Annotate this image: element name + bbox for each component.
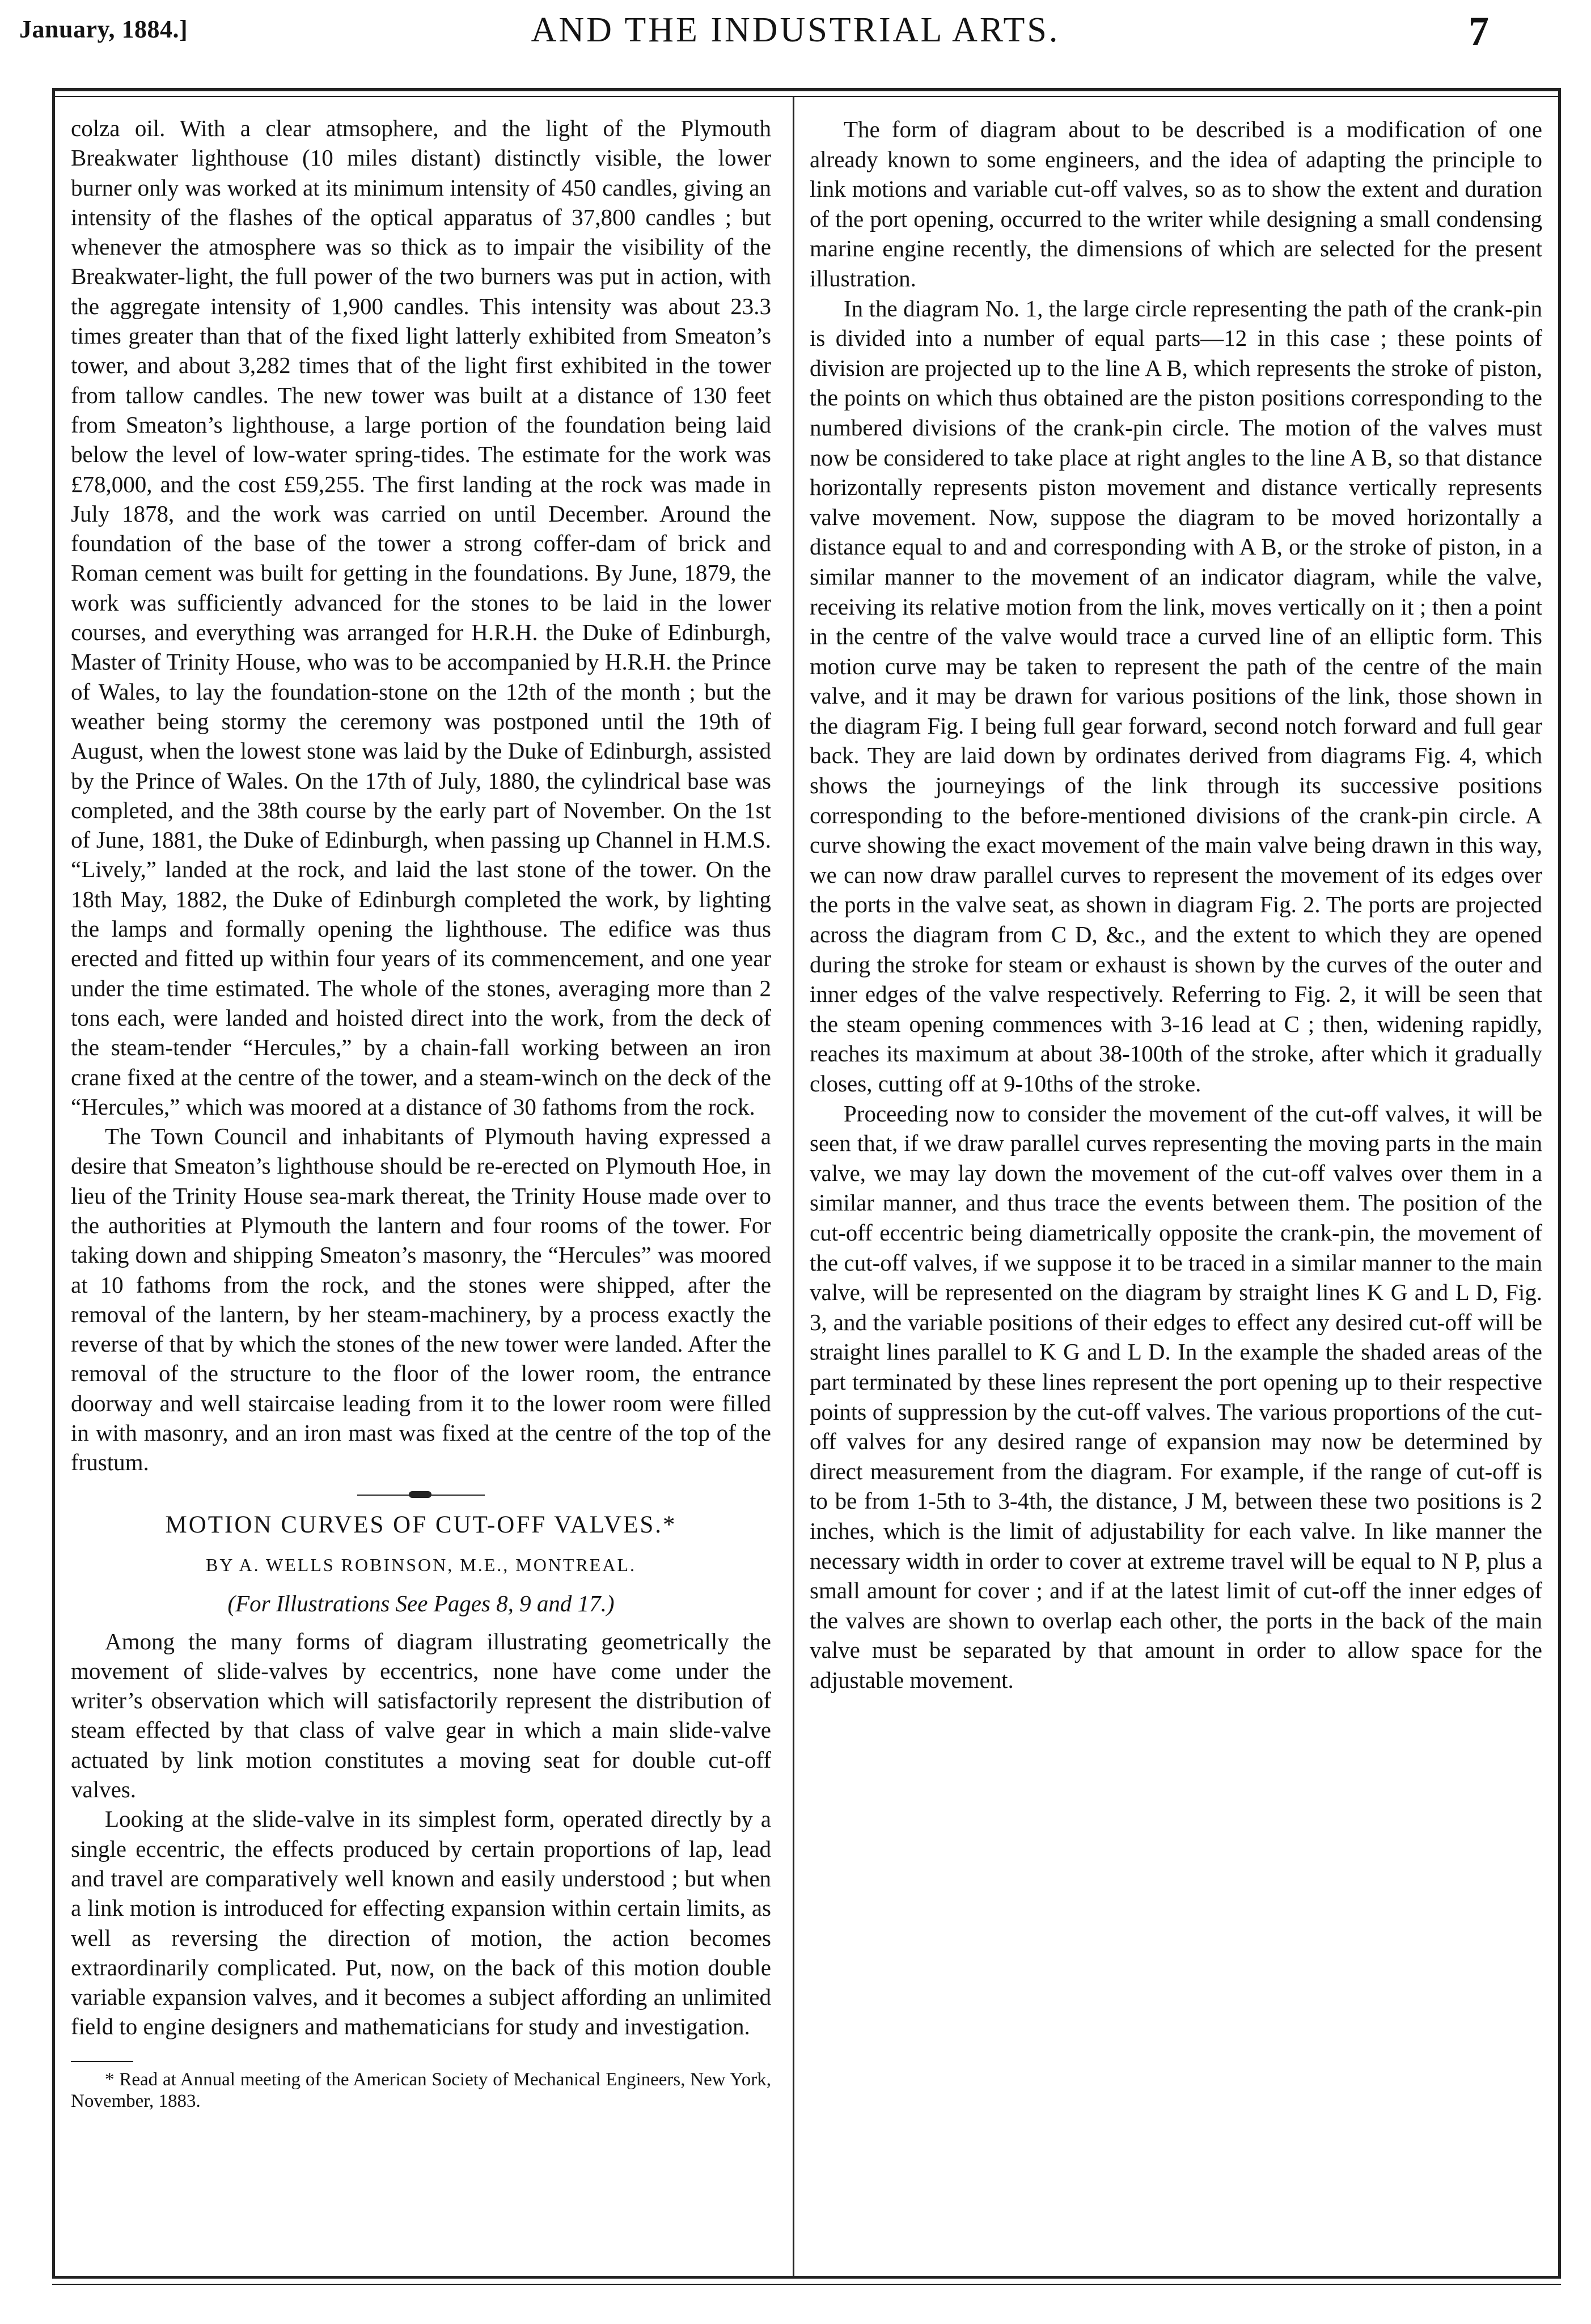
frame-right-rule bbox=[1558, 88, 1561, 2276]
frame-top-rule bbox=[54, 88, 1559, 91]
frame-top-rule-thin bbox=[54, 96, 1559, 97]
article-byline: BY A. WELLS ROBINSON, M.E., MONTREAL. bbox=[205, 1554, 636, 1575]
footnote-rule bbox=[71, 2061, 133, 2062]
article-paragraph-1: Among the many forms of diagram illustrating geometrically the movement of slide-valves by eccentrics, none have come under the writer’s observation which will satisfactorily represent the distribution of steam effected by that class of valve gear in which a main slide-valve actuated by link motion constitutes a moving seat for double cut-off valves. bbox=[71, 1628, 771, 1803]
lighthouse-paragraph-1: colza oil. With a clear atmsophere, and the light of the Plymouth Breakwater lighthouse (10 miles distant) distinctly visible, the lower burner only was worked at its minimum intensity of 450 candles, giving an intensity of the flashes of the optical apparatus of 37,800 candles ; but whenever the atmosphere was so thick as to impair the visibility of the Breakwater-light, the full power of the two burners was put in action, with the aggregate intensity of 1,900 candles. This intensity was about 23.3 times greater than that of the fixed light latterly exhibited from Smeaton’s tower, and about 3,282 times that of the light first exhibited in the tower from tallow candles. The new tower was built at a distance of 130 feet from Smeaton’s lighthouse, a large portion of the foundation being laid below the level of low-water spring-tides. The estimate for the work was £78,000, and the cost £59,255. The first landing at the rock was made in July 1878, and the work was carried on until December. Around the foundation of the base of the tower a strong coffer-dam of brick and Roman cement was built for getting in the foundations. By June, 1879, the work was sufficiently advanced for the stones to be laid in the lower courses, and everything was arranged for H.R.H. the Duke of Edinburgh, Master of Trinity House, who was to be accompanied by H.R.H. the Prince of Wales, to lay the foundation-stone on the 12th of the month ; but the weather being stormy the ceremony was postponed until the 19th of August, when the lowest stone was laid by the Duke of Edinburgh, assisted by the Prince of Wales. On the 17th of July, 1880, the cylindrical base was completed, and the 38th course by the early part of November. On the 1st of June, 1881, the Duke of Edinburgh, when passing up Channel in H.M.S. “Lively,” landed at the rock, and laid the last stone of the tower. On the 18th May, 1882, the Duke of Edinburgh completed the work, by lighting the lamps and formally opening the lighthouse. The edifice was thus erected and fitted up within four years of its commencement, and one year under the time estimated. The whole of the stones, averaging more than 2 tons each, were landed and hoisted direct into the work, from the deck of the steam-tender “Hercules,” by a chain-fall working between an iron crane fixed at the centre of the tower, and a steam-winch on the deck of the “Hercules,” which was moored at a distance of 30 fathoms from the rock. bbox=[71, 115, 771, 1120]
footnote: * Read at Annual meeting of the American Society of Mechanical Engineers, New York, November, 1883. bbox=[71, 2069, 771, 2111]
frame-left-rule bbox=[52, 88, 55, 2276]
right-column bbox=[810, 115, 1542, 1695]
section-divider-ornament bbox=[71, 1492, 771, 1498]
illustrations-note: (For Illustrations See Pages 8, 9 and 17.) bbox=[227, 1590, 615, 1617]
article-paragraph-2: Looking at the slide-valve in its simplest form, operated directly by a single eccentric, the effects produced by certain proportions of lap, lead and travel are comparatively well known and easily understood ; but when a link motion is introduced for effecting expansion within certain limits, as well as reversing the direction of motion, the action becomes extraordinarily complicated. Put, now, on the back of this motion double variable expansion valves, and it becomes a subject affording an unlimited field to engine designers and mathematicians for study and investigation. bbox=[71, 1806, 771, 2040]
header-date: January, 1884.] bbox=[19, 15, 188, 43]
right-paragraph-3: Proceeding now to consider the movement of the cut-off valves, it will be seen that, if we draw parallel curves representing the moving parts in the main valve, we may lay down the movement of the cut-off valves over them in a similar manner, and thus trace the events between them. The position of the cut-off eccentric being diametrically opposite the crank-pin, the movement of the cut-off valves, if we suppose it to be traced in a similar manner to the main valve, will be represented on the diagram by straight lines K G and L D, Fig. 3, and the variable positions of their edges to effect any desired cut-off will be straight lines parallel to K G and L D. In the example the shaded areas of the part terminated by these lines represent the port opening up to their respective points of suppression by the cut-off valves. The various proportions of the cut-off valves for any desired range of expansion may now be determined by direct measurement from the diagram. For example, if the range of cut-off is to be from 1-5th to 3-4th, the distance, J M, between these two positions is 2 inches, which is the limit of adjustability for each valve. In like manner the necessary width in order to cover at extreme travel will be equal to N P, plus a small amount for cover ; and if at the latest limit of cut-off the inner edges of the valves are shown to overlap each other, the ports in the back of the main valve must be separated by that amount in order to allow space for the adjustable movement. bbox=[810, 1100, 1542, 1693]
right-paragraph-2: In the diagram No. 1, the large circle representing the path of the crank-pin is divided into a number of equal parts—12 in this case ; these points of division are projected up to the line A B, which represents the stroke of piston, the points on which thus obtained are the piston positions corresponding to the numbered divisions of the crank-pin circle. The motion of the valves must now be considered to take place at right angles to the line A B, so that distance horizontally represents piston movement and distance vertically represents valve movement. Now, suppose the diagram to be moved horizontally a distance equal to and and corresponding with A B, or the stroke of piston, in a similar manner to the movement of an indicator diagram, while the valve, receiving its relative motion from the link, moves vertically on it ; then a point in the centre of the valve would trace a curved line of an elliptic form. This motion curve may be taken to represent the path of the centre of the main valve, and it may be drawn for various positions of the link, those shown in the diagram Fig. I being full gear forward, second notch forward and full gear back. They are laid down by ordinates derived from diagrams Fig. 4, which shows the journeyings of the link through its successive positions corresponding to the before-mentioned divisions of the crank-pin circle. A curve showing the exact movement of the main valve being drawn in this way, we can now draw parallel curves to represent the movement of its edges over the ports in the valve seat, as shown in diagram Fig. 2. The ports are projected across the diagram from C D, &c., and the extent to which they are opened during the stroke for steam or exhaust is shown by the curves of the outer and inner edges of the valve respectively. Referring to Fig. 2, it will be seen that the steam opening commences with 3-16 lead at C ; then, widening rapidly, reaches its maximum at about 38-100th of the stroke, after which it gradually closes, cutting off at 9-10ths of the stroke. bbox=[810, 295, 1542, 1097]
page-header bbox=[0, 0, 1591, 85]
article-title: MOTION CURVES OF CUT-OFF VALVES.* bbox=[165, 1511, 677, 1538]
frame-bottom-rule bbox=[52, 2276, 1561, 2279]
column-divider bbox=[793, 96, 794, 2276]
running-title: AND THE INDUSTRIAL ARTS. bbox=[531, 11, 1060, 49]
page-number: 7 bbox=[1469, 9, 1489, 54]
lighthouse-paragraph-2: The Town Council and inhabitants of Plymouth having expressed a desire that Smeaton’s lighthouse should be re-erected on Plymouth Hoe, in lieu of the Trinity House sea-mark thereat, the Trinity House made over to the authorities at Plymouth the lantern and four rooms of the tower. For taking down and shipping Smeaton’s masonry, the “Hercules” was moored at 10 fathoms from the rock, and the stones were shipped, after the removal of the lantern, by her steam-machinery, by a process exactly the reverse of that by which the stones of the new tower were landed. After the removal of the structure to the floor of the lower room, the entrance doorway and well staircaise leading from it to the lower room were filled in with masonry, and an iron mast was fixed at the centre of the top of the frustum. bbox=[71, 1123, 771, 1476]
left-column bbox=[71, 113, 771, 2112]
right-paragraph-1: The form of diagram about to be described is a modification of one already known to some engineers, and the idea of adapting the principle to link motions and variable cut-off valves, so as to show the extent and duration of the port opening, occurred to the writer while designing a small condensing marine engine recently, the dimensions of which are selected for the present illustration. bbox=[810, 116, 1542, 291]
frame-bottom-rule-thin bbox=[52, 2284, 1561, 2285]
